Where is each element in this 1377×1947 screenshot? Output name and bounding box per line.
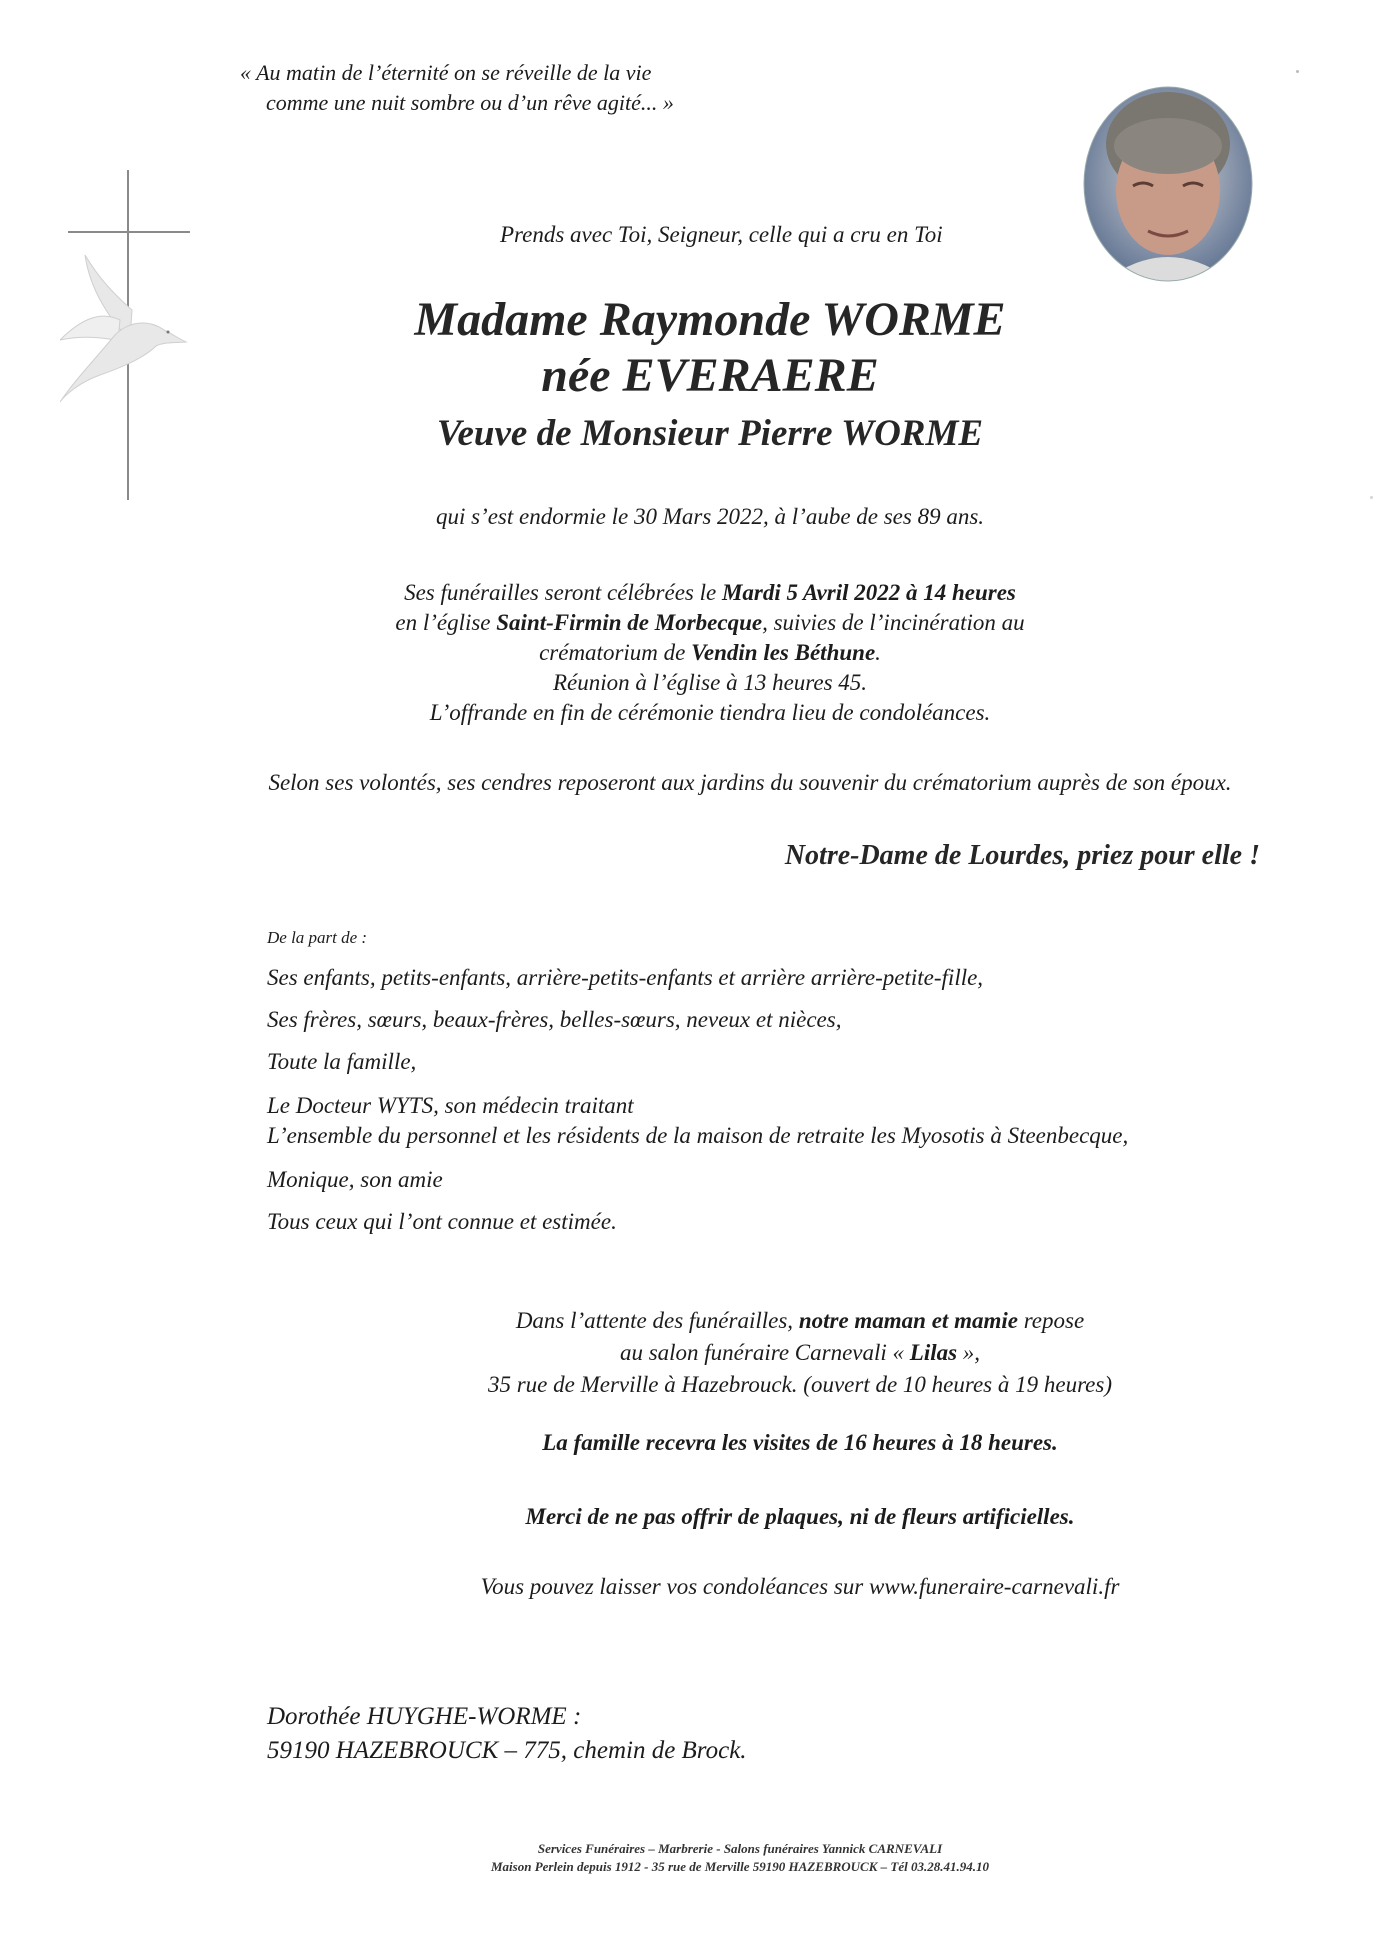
funeral-line-4: Réunion à l’église à 13 heures 45. [552,670,868,695]
prayer-line: Prends avec Toi, Seigneur, celle qui a cru en Toi [500,222,943,247]
death-announcement: qui s’est endormie le 30 Mars 2022, à l’aube de ses 89 ans. [435,504,985,529]
maiden-name: née EVERAERE [541,349,879,402]
visit-hours: La famille recevra les visites de 16 heures à 18 heures. [542,1430,1058,1455]
funeral-date: Mardi 5 Avril 2022 à 14 heures [721,580,1016,605]
crematorium-name: Vendin les Béthune [691,640,876,665]
funeral-text: Ses funérailles seront célébrées le [404,580,722,605]
widow-line: Veuve de Monsieur Pierre WORME [436,413,984,454]
portrait-photo [1083,86,1253,282]
footer-line-2: Maison Perlein depuis 1912 - 35 rue de Merville 59190 HAZEBROUCK – Tél 03.28.41.94.10 [491,1859,989,1874]
funeral-line-1 [360,578,1060,608]
wake-text: repose [1017,1308,1085,1333]
wake-text: », [957,1340,981,1365]
funeral-line-5: L’offrande en fin de cérémonie tiendra lieu de condoléances. [429,700,991,725]
wake-text: au salon funéraire Carnevali « [619,1340,910,1365]
wake-text: Dans l’attente des funérailles, [515,1308,799,1333]
scan-speck [1370,496,1373,499]
family-line: Ses frères, sœurs, beaux-frères, belles-sœurs, neveux et nièces, [267,1007,842,1032]
wake-emphasis: notre maman et mamie [798,1308,1018,1333]
deceased-name-block [360,292,1060,404]
footer-line-1: Services Funéraires – Marbrerie - Salons funéraires Yannick CARNEVALI [537,1841,943,1856]
church-name: Saint-Firmin de Morbecque [496,610,763,635]
quote-line-1: « Au matin de l’éternité on se réveille de la vie [240,60,652,85]
quote-line-2: comme une nuit sombre ou d’un rêve agité... » [266,90,674,115]
family-line: Monique, son amie [267,1167,443,1192]
family-line: Toute la famille, [267,1049,417,1074]
funeral-text: en l’église [395,610,497,635]
family-line: Le Docteur WYTS, son médecin traitant [267,1093,634,1118]
funeral-line-3 [360,638,1060,668]
family-line: Ses enfants, petits-enfants, arrière-petits-enfants et arrière arrière-petite-fille, [267,965,984,990]
invocation: Notre-Dame de Lourdes, priez pour elle ! [784,840,1260,871]
scan-speck [1296,70,1299,73]
funeral-home-footer [300,1840,1180,1876]
wake-line-2 [420,1337,1180,1369]
wake-line-1 [420,1305,1180,1337]
contact-address [267,1700,747,1768]
salon-name: Lilas [909,1340,958,1365]
dove-icon [60,255,186,402]
family-line: Tous ceux qui l’ont connue et estimée. [267,1209,617,1234]
ashes-wishes: Selon ses volontés, ses cendres reposeront aux jardins du souvenir du crématorium auprès de son époux. [268,770,1232,795]
wake-details [420,1305,1180,1401]
contact-street: 59190 HAZEBROUCK – 775, chemin de Brock. [267,1737,747,1764]
funeral-text: . [875,640,881,665]
from-label: De la part de : [267,928,368,947]
family-line: L’ensemble du personnel et les résidents de la maison de retraite les Myosotis à Steenbecque, [267,1123,1129,1148]
funeral-text: crématorium de [539,640,692,665]
funeral-text: , suivies de l’incinération au [762,610,1025,635]
condolences-website: Vous pouvez laisser vos condoléances sur www.funeraire-carnevali.fr [480,1574,1120,1599]
wake-line-3: 35 rue de Merville à Hazebrouck. (ouvert de 10 heures à 19 heures) [487,1372,1113,1397]
deceased-name: Madame Raymonde WORME [414,293,1006,346]
opening-quote [240,58,800,118]
cross-with-dove-illustration [60,170,200,500]
funeral-details [360,578,1060,728]
funeral-line-2 [360,608,1060,638]
contact-name: Dorothée HUYGHE-WORME : [267,1703,582,1730]
no-flowers-notice: Merci de ne pas offrir de plaques, ni de fleurs artificielles. [525,1504,1075,1529]
